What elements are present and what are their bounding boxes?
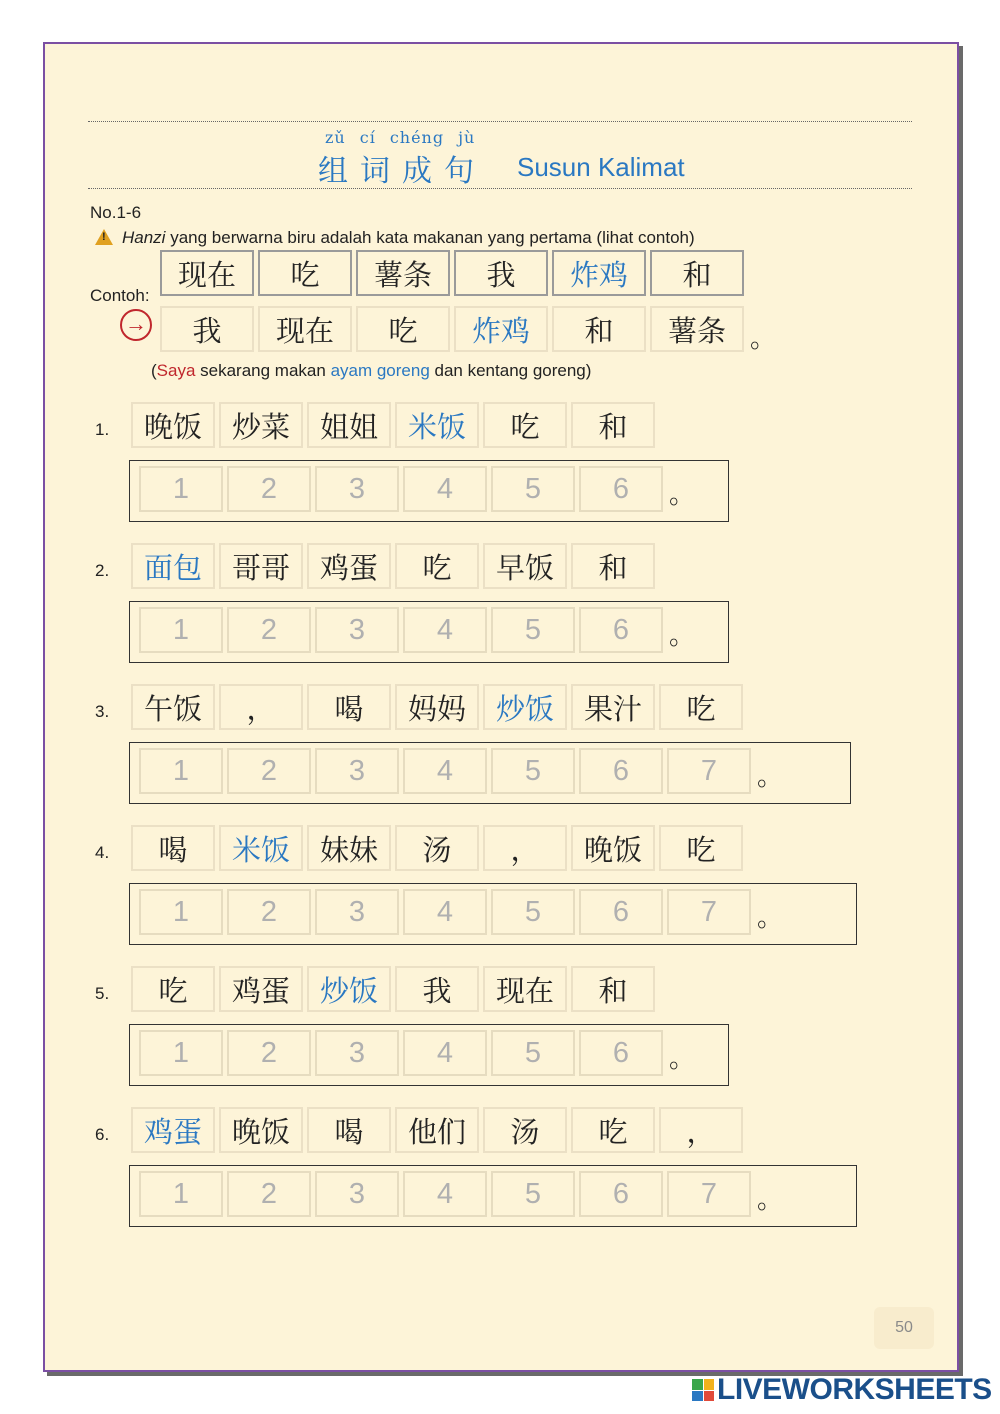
arrow-right-icon: → [120, 309, 152, 341]
answer-slot[interactable]: 4 [403, 1171, 487, 1217]
answer-slot[interactable]: 2 [227, 1171, 311, 1217]
word-card[interactable]: 吃 [571, 1107, 655, 1153]
question-number: 3. [95, 702, 110, 721]
answer-slot[interactable]: 2 [227, 1030, 311, 1076]
instruction-hanzi: Hanzi [122, 228, 166, 247]
example-word-card: 炸鸡 [552, 250, 646, 296]
title-chinese: 组词成句 [318, 154, 486, 189]
answer-slot[interactable]: 3 [315, 1171, 399, 1217]
question-number: 2. [95, 561, 110, 580]
example-word-card: 现在 [160, 250, 254, 296]
sentence-period: 。 [757, 903, 784, 933]
answer-slot[interactable]: 6 [579, 1171, 663, 1217]
example-word-card: 薯条 [356, 250, 450, 296]
word-card[interactable]: 吃 [395, 543, 479, 589]
answer-slot[interactable]: 3 [315, 748, 399, 794]
question-number: 4. [95, 843, 110, 862]
liveworksheets-logo [692, 1374, 992, 1406]
instruction-text: yang berwarna biru adalah kata makanan yang pertama (lihat contoh) [165, 228, 695, 247]
word-card[interactable]: 妈妈 [395, 684, 479, 730]
answer-slot[interactable]: 3 [315, 1030, 399, 1076]
answer-slot[interactable]: 2 [227, 466, 311, 512]
word-card[interactable]: 妹妹 [307, 825, 391, 871]
answer-slot[interactable]: 1 [139, 1030, 223, 1076]
answer-slot[interactable]: 4 [403, 1030, 487, 1076]
answer-slot[interactable]: 3 [315, 466, 399, 512]
answer-slot[interactable]: 1 [139, 748, 223, 794]
word-card[interactable]: 喝 [307, 1107, 391, 1153]
answer-slot[interactable]: 4 [403, 466, 487, 512]
word-card[interactable]: ， [483, 825, 567, 871]
translation-food: ayam goreng [330, 361, 430, 380]
pinyin-ju: jù [458, 128, 476, 147]
word-card[interactable]: 鸡蛋 [307, 543, 391, 589]
answer-slot[interactable]: 1 [139, 889, 223, 935]
word-card[interactable]: 和 [571, 402, 655, 448]
word-card[interactable]: 喝 [131, 825, 215, 871]
answer-slot[interactable]: 2 [227, 607, 311, 653]
word-card[interactable]: 吃 [659, 825, 743, 871]
word-card[interactable]: 米饭 [219, 825, 303, 871]
bottom-divider [88, 188, 912, 189]
answer-slot[interactable]: 6 [579, 748, 663, 794]
answer-slot[interactable]: 5 [491, 748, 575, 794]
word-card[interactable]: 晚饭 [219, 1107, 303, 1153]
translation-middle: sekarang makan [195, 361, 331, 380]
example-word-card: 吃 [258, 250, 352, 296]
example-translation [151, 361, 591, 381]
word-card[interactable]: 炒饭 [307, 966, 391, 1012]
pinyin-cheng: chéng [389, 128, 445, 147]
answer-slot[interactable]: 7 [667, 889, 751, 935]
answer-slot[interactable]: 6 [579, 1030, 663, 1076]
word-card[interactable]: 晚饭 [571, 825, 655, 871]
word-card[interactable]: 炒菜 [219, 402, 303, 448]
example-word-card: 和 [650, 250, 744, 296]
example-label: Contoh: [90, 286, 150, 305]
answer-slot[interactable]: 5 [491, 607, 575, 653]
example-answer-card: 现在 [258, 306, 352, 352]
word-card[interactable]: 果汁 [571, 684, 655, 730]
answer-slot[interactable]: 3 [315, 889, 399, 935]
word-card[interactable]: 哥哥 [219, 543, 303, 589]
title-indonesian: Susun Kalimat [517, 152, 685, 182]
word-card[interactable]: 炒饭 [483, 684, 567, 730]
title-pinyin [325, 128, 489, 147]
question-number: 5. [95, 984, 110, 1003]
question-number: 1. [95, 420, 110, 439]
answer-slot[interactable]: 6 [579, 466, 663, 512]
sentence-period: 。 [757, 1185, 784, 1215]
word-card[interactable]: 他们 [395, 1107, 479, 1153]
word-card[interactable]: 和 [571, 543, 655, 589]
word-card[interactable]: 吃 [659, 684, 743, 730]
word-card[interactable]: 鸡蛋 [131, 1107, 215, 1153]
word-card[interactable]: 现在 [483, 966, 567, 1012]
answer-slot[interactable]: 4 [403, 607, 487, 653]
answer-slot[interactable]: 2 [227, 748, 311, 794]
example-answer-card: 炸鸡 [454, 306, 548, 352]
word-card[interactable]: 汤 [483, 1107, 567, 1153]
logo-icon [692, 1379, 714, 1401]
word-card[interactable]: 鸡蛋 [219, 966, 303, 1012]
pinyin-ci: cí [359, 128, 376, 147]
word-card[interactable]: 汤 [395, 825, 479, 871]
answer-slot[interactable]: 5 [491, 889, 575, 935]
example-answer-card: 吃 [356, 306, 450, 352]
warning-icon [95, 229, 113, 245]
example-answer-card: 薯条 [650, 306, 744, 352]
answer-slot[interactable]: 5 [491, 466, 575, 512]
question-range: No.1-6 [90, 203, 142, 222]
translation-rest: dan kentang goreng) [429, 361, 592, 380]
pinyin-zu: zǔ [325, 128, 346, 147]
word-card[interactable]: 早饭 [483, 543, 567, 589]
answer-slot[interactable]: 5 [491, 1171, 575, 1217]
answer-slot[interactable]: 5 [491, 1030, 575, 1076]
sentence-period: 。 [669, 1044, 696, 1074]
word-card[interactable]: 我 [395, 966, 479, 1012]
word-card[interactable]: 姐姐 [307, 402, 391, 448]
answer-slot[interactable]: 6 [579, 889, 663, 935]
page-number: 50 [874, 1307, 934, 1349]
word-card[interactable]: 面包 [131, 543, 215, 589]
answer-slot[interactable]: 2 [227, 889, 311, 935]
word-card[interactable]: 晚饭 [131, 402, 215, 448]
sentence-period: 。 [669, 621, 696, 651]
word-card[interactable]: 和 [571, 966, 655, 1012]
logo-text: LIVEWORKSHEETS [717, 1373, 992, 1406]
translation-saya: Saya [156, 361, 196, 380]
question-number: 6. [95, 1125, 110, 1144]
answer-slot[interactable]: 4 [403, 748, 487, 794]
instruction-note [122, 228, 695, 248]
example-answer-card: 和 [552, 306, 646, 352]
top-divider [88, 121, 912, 122]
word-card[interactable]: 米饭 [395, 402, 479, 448]
translation-open: ( [151, 361, 157, 380]
sentence-period: 。 [757, 762, 784, 792]
answer-slot[interactable]: 1 [139, 466, 223, 512]
answer-slot[interactable]: 3 [315, 607, 399, 653]
example-answer-card: 我 [160, 306, 254, 352]
sentence-period: 。 [669, 480, 696, 510]
answer-slot[interactable]: 1 [139, 607, 223, 653]
example-word-card: 我 [454, 250, 548, 296]
answer-slot[interactable]: 7 [667, 1171, 751, 1217]
word-card[interactable]: 午饭 [131, 684, 215, 730]
word-card[interactable]: 喝 [307, 684, 391, 730]
example-period: 。 [750, 324, 777, 354]
answer-slot[interactable]: 7 [667, 748, 751, 794]
answer-slot[interactable]: 1 [139, 1171, 223, 1217]
word-card[interactable]: 吃 [131, 966, 215, 1012]
answer-slot[interactable]: 6 [579, 607, 663, 653]
answer-slot[interactable]: 4 [403, 889, 487, 935]
word-card[interactable]: 吃 [483, 402, 567, 448]
word-card[interactable]: ， [219, 684, 303, 730]
word-card[interactable]: ， [659, 1107, 743, 1153]
